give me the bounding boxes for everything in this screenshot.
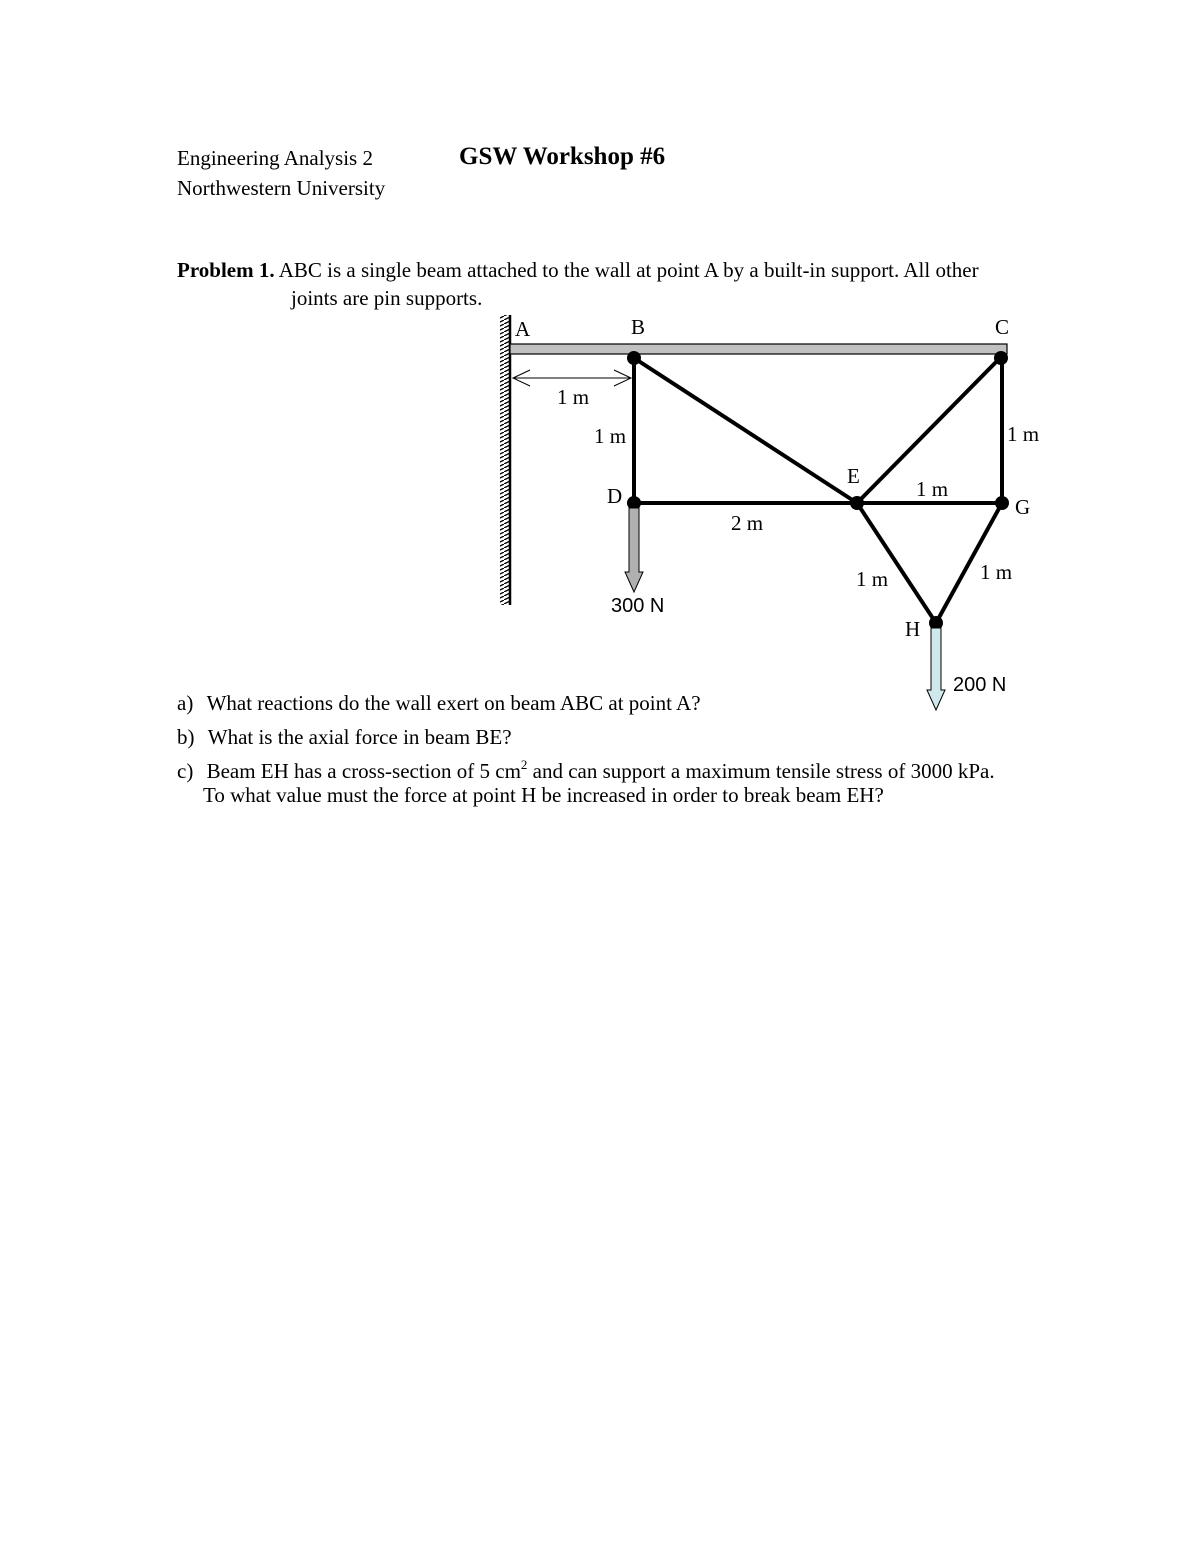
- label-point-a: A: [515, 317, 531, 341]
- question-a: [177, 691, 701, 716]
- dim-label-bd: 1 m: [594, 424, 627, 448]
- joint-e: [850, 496, 864, 510]
- label-point-g: G: [1015, 495, 1031, 519]
- label-point-e: E: [847, 464, 860, 488]
- dim-label-gh: 1 m: [980, 560, 1013, 584]
- institution-name: Northwestern University: [177, 176, 386, 200]
- dimension-arrow-ab: [513, 370, 631, 386]
- joint-b: [627, 351, 641, 365]
- label-point-c: C: [995, 315, 1010, 339]
- question-c: [177, 759, 995, 784]
- page-title: GSW Workshop #6: [459, 143, 666, 170]
- load-arrow-h: [927, 628, 945, 710]
- joint-g: [995, 496, 1009, 510]
- question-a-text: What reactions do the wall exert on beam ABC at point A?: [206, 691, 701, 715]
- dim-label-de: 2 m: [731, 511, 764, 535]
- joint-c: [994, 351, 1008, 365]
- load-label-d: 300 N: [611, 595, 665, 617]
- question-c-superscript: 2: [520, 757, 528, 772]
- problem-label: Problem 1.: [177, 258, 275, 282]
- beam-abc: [510, 344, 1007, 354]
- dim-label-eh: 1 m: [856, 567, 889, 591]
- course-name: Engineering Analysis 2: [177, 146, 373, 170]
- member-be: [634, 358, 857, 503]
- question-b-marker: b): [177, 725, 195, 749]
- question-c-text-pre: Beam EH has a cross-section of 5 cm: [206, 759, 521, 783]
- dim-label-cg: 1 m: [1007, 422, 1040, 446]
- wall-support: [500, 315, 510, 605]
- dim-label-eg: 1 m: [916, 477, 949, 501]
- dim-label-ab: 1 m: [557, 385, 590, 409]
- problem-text-line1: ABC is a single beam attached to the wall at point A by a built-in support. All other: [278, 258, 979, 282]
- label-point-d: D: [607, 484, 623, 508]
- problem-text-line2: joints are pin supports.: [291, 286, 483, 310]
- member-eh: [857, 503, 936, 623]
- question-c-line2: To what value must the force at point H be increased in order to break beam EH?: [203, 783, 884, 807]
- load-arrow-d: [625, 508, 643, 592]
- label-point-h: H: [905, 617, 921, 641]
- question-c-marker: c): [177, 759, 194, 783]
- question-b-text: What is the axial force in beam BE?: [207, 725, 512, 749]
- question-a-marker: a): [177, 691, 194, 715]
- label-point-b: B: [631, 315, 646, 339]
- truss-diagram: [0, 0, 1200, 720]
- load-label-h: 200 N: [953, 674, 1007, 696]
- question-b: [177, 725, 512, 750]
- question-c-text-post: and can support a maximum tensile stress of 3000 kPa.: [527, 759, 995, 783]
